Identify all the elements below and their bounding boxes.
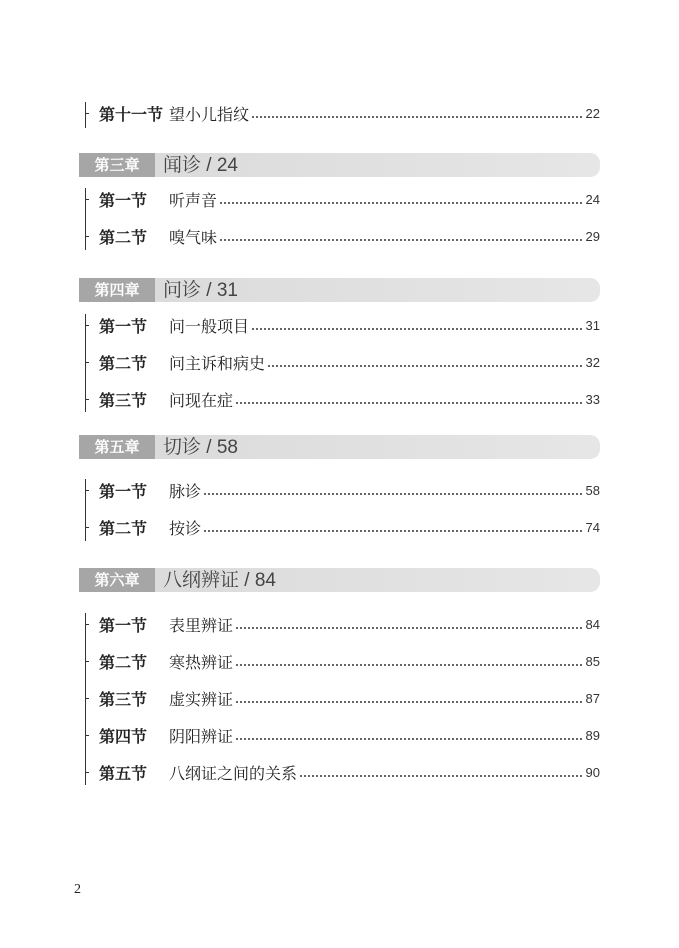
section-title: 表里辨证 [169,615,234,635]
chapter-title-text: 切诊 [163,436,202,458]
chapter-page: 31 [216,280,238,301]
section-page: 74 [585,519,600,535]
section-page: 87 [585,690,600,706]
dot-leader [235,655,584,667]
section-title: 问一般项目 [169,316,250,336]
section-number: 第一节 [99,615,148,635]
section-number: 第三节 [99,689,148,709]
dot-leader [235,729,584,741]
chapter-label: 第三章 [79,153,155,177]
chapter-heading[interactable] [79,278,600,302]
dot-leader [203,484,584,496]
chapter-separator: / [239,570,255,591]
toc-section-row[interactable] [79,646,600,676]
toc-section-row[interactable] [79,609,600,639]
chapter-title [163,432,238,459]
toc-section-row[interactable] [79,475,600,505]
dot-leader [299,766,584,778]
section-page: 33 [585,391,600,407]
chapter-title [163,565,276,592]
toc-group [79,184,600,254]
chapter-title-text: 八纲辨证 [163,569,240,591]
chapter-heading[interactable] [79,568,600,592]
dot-leader [251,319,584,331]
dot-leader [219,230,584,242]
chapter-title [163,275,238,302]
section-number: 第二节 [99,353,148,373]
toc-group [79,310,600,416]
section-page: 89 [585,727,600,743]
toc-group [79,475,600,545]
section-number: 第二节 [99,518,148,538]
dot-leader [235,393,584,405]
dot-leader [235,692,584,704]
section-number: 第五节 [99,763,148,783]
toc-section-row[interactable] [79,184,600,214]
section-page: 22 [585,105,600,121]
chapter-heading[interactable] [79,435,600,459]
section-number: 第四节 [99,726,148,746]
section-title: 八纲证之间的关系 [169,763,298,783]
dot-leader [235,618,584,630]
section-title: 寒热辨证 [169,652,234,672]
section-title: 阴阳辨证 [169,726,234,746]
section-page: 85 [585,653,600,669]
section-page: 29 [585,228,600,244]
section-number: 第十一节 [99,104,164,124]
toc-section-row[interactable] [79,683,600,713]
chapter-page: 58 [216,437,238,458]
section-number: 第二节 [99,227,148,247]
toc-section-row[interactable] [79,384,600,414]
toc-section-row[interactable] [79,221,600,251]
section-title: 虚实辨证 [169,689,234,709]
chapter-label: 第四章 [79,278,155,302]
chapter-title [163,150,238,177]
section-page: 32 [585,354,600,370]
chapter-title-text: 问诊 [163,279,202,301]
chapter-page: 24 [216,155,238,176]
section-number: 第三节 [99,390,148,410]
chapter-separator: / [201,437,217,458]
section-title: 按诊 [169,518,202,538]
chapter-separator: / [201,280,217,301]
section-page: 90 [585,764,600,780]
section-title: 望小儿指纹 [169,104,250,124]
section-page: 31 [585,317,600,333]
section-title: 问现在症 [169,390,234,410]
dot-leader [203,521,584,533]
toc-section-row[interactable] [79,512,600,542]
section-page: 58 [585,482,600,498]
toc-section-row[interactable] [79,720,600,750]
toc-section-row[interactable] [79,757,600,787]
section-title: 听声音 [169,190,218,210]
chapter-label: 第六章 [79,568,155,592]
section-number: 第二节 [99,652,148,672]
dot-leader [251,107,584,119]
section-number: 第一节 [99,190,148,210]
section-number: 第一节 [99,481,148,501]
section-title: 脉诊 [169,481,202,501]
chapter-heading[interactable] [79,153,600,177]
section-page: 84 [585,616,600,632]
section-page: 24 [585,191,600,207]
toc-group [79,609,600,789]
section-title: 问主诉和病史 [169,353,266,373]
chapter-label: 第五章 [79,435,155,459]
chapter-page: 84 [254,570,276,591]
toc-section-row[interactable] [79,98,600,128]
toc-section-row[interactable] [79,310,600,340]
chapter-separator: / [201,155,217,176]
toc-group-top [79,98,600,130]
toc-section-row[interactable] [79,347,600,377]
section-number: 第一节 [99,316,148,336]
section-title: 嗅气味 [169,227,218,247]
footer-page-number: 2 [74,882,81,897]
chapter-title-text: 闻诊 [163,154,202,176]
dot-leader [219,193,584,205]
dot-leader [267,356,584,368]
